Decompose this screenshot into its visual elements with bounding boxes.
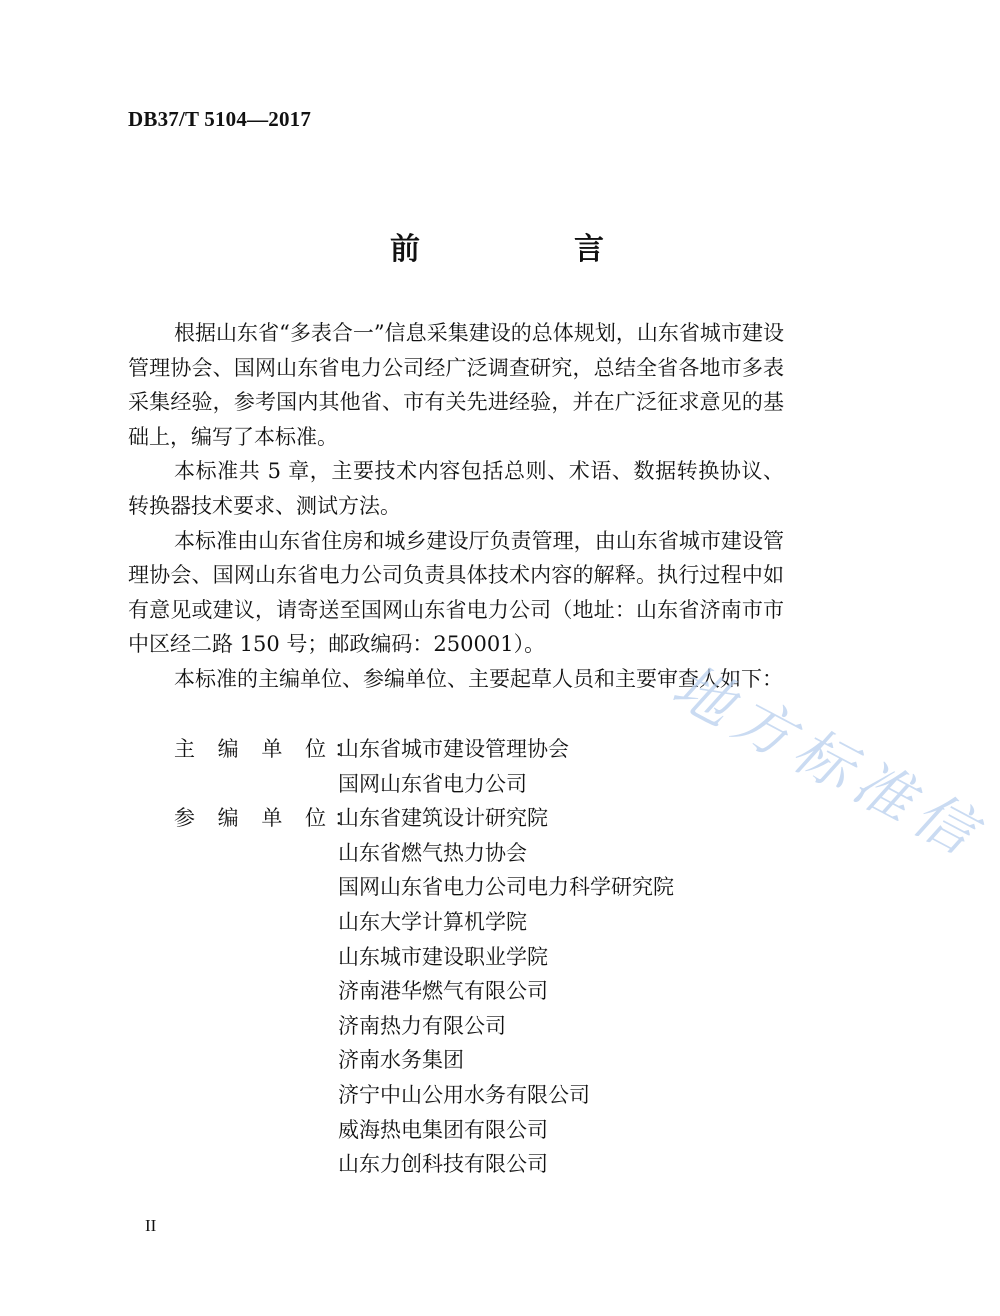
participating-unit-row <box>128 905 674 940</box>
participating-unit: 济南港华燃气有限公司 <box>338 979 548 1004</box>
chief-units-label: 主 编 单 位： <box>174 737 364 761</box>
participating-unit: 山东省建筑设计研究院 <box>338 806 548 831</box>
page-title: 前 言 <box>390 232 666 267</box>
participating-unit: 国网山东省电力公司电力科学研究院 <box>338 875 674 900</box>
participating-unit: 山东省燃气热力协会 <box>338 840 527 865</box>
participating-unit-row <box>128 1147 674 1182</box>
paragraph-1: 根据山东省“多表合一”信息采集建设的总体规划，山东省城市建设管理协会、国网山东省电力公司经广泛调查研究，总结全省各地市多表采集经验，参考国内其他省、市有关先进经验，并在广泛征求意见的基础上，编写了本标准。 <box>128 321 784 449</box>
paragraph-2: 本标准共 5 章，主要技术内容包括总则、术语、数据转换协议、转换器技术要求、测试方法。 <box>128 459 784 518</box>
page-number: II <box>145 1216 157 1235</box>
participating-unit: 威海热电集团有限公司 <box>338 1117 548 1142</box>
participating-unit: 济南水务集团 <box>338 1048 464 1073</box>
foreword-body <box>128 316 784 697</box>
paragraph-3: 本标准由山东省住房和城乡建设厅负责管理，由山东省城市建设管理协会、国网山东省电力公司负责具体技术内容的解释。执行过程中如有意见或建议，请寄送至国网山东省电力公司（地址：山东省济南市市中区经二路 150 号；邮政编码：250001）。 <box>128 528 784 657</box>
standard-code: DB37/T 5104—2017 <box>128 107 312 131</box>
chief-unit: 国网山东省电力公司 <box>338 771 527 796</box>
participating-unit-row <box>128 1113 674 1148</box>
participating-unit: 济宁中山公用水务有限公司 <box>338 1082 590 1107</box>
participating-units-label: 参 编 单 位： <box>174 806 364 831</box>
participating-unit: 山东力创科技有限公司 <box>338 1152 548 1177</box>
participating-unit: 济南热力有限公司 <box>338 1013 506 1038</box>
watermark: 地方标准信 <box>661 651 995 872</box>
chief-unit-row <box>128 767 674 802</box>
paragraph-4: 本标准的主编单位、参编单位、主要起草人员和主要审查人如下： <box>174 666 783 691</box>
participating-unit-row <box>128 870 674 905</box>
participating-unit-row <box>128 940 674 975</box>
unit-list <box>128 732 674 1182</box>
participating-unit-row <box>128 1078 674 1113</box>
participating-unit-row <box>128 1009 674 1044</box>
participating-unit-row <box>128 801 674 836</box>
participating-unit: 山东城市建设职业学院 <box>338 944 548 969</box>
participating-unit-row <box>128 974 674 1009</box>
participating-unit: 山东大学计算机学院 <box>338 909 527 934</box>
participating-unit-row <box>128 836 674 871</box>
chief-unit: 山东省城市建设管理协会 <box>338 737 569 761</box>
chief-unit-row <box>128 732 674 767</box>
participating-unit-row <box>128 1043 674 1078</box>
